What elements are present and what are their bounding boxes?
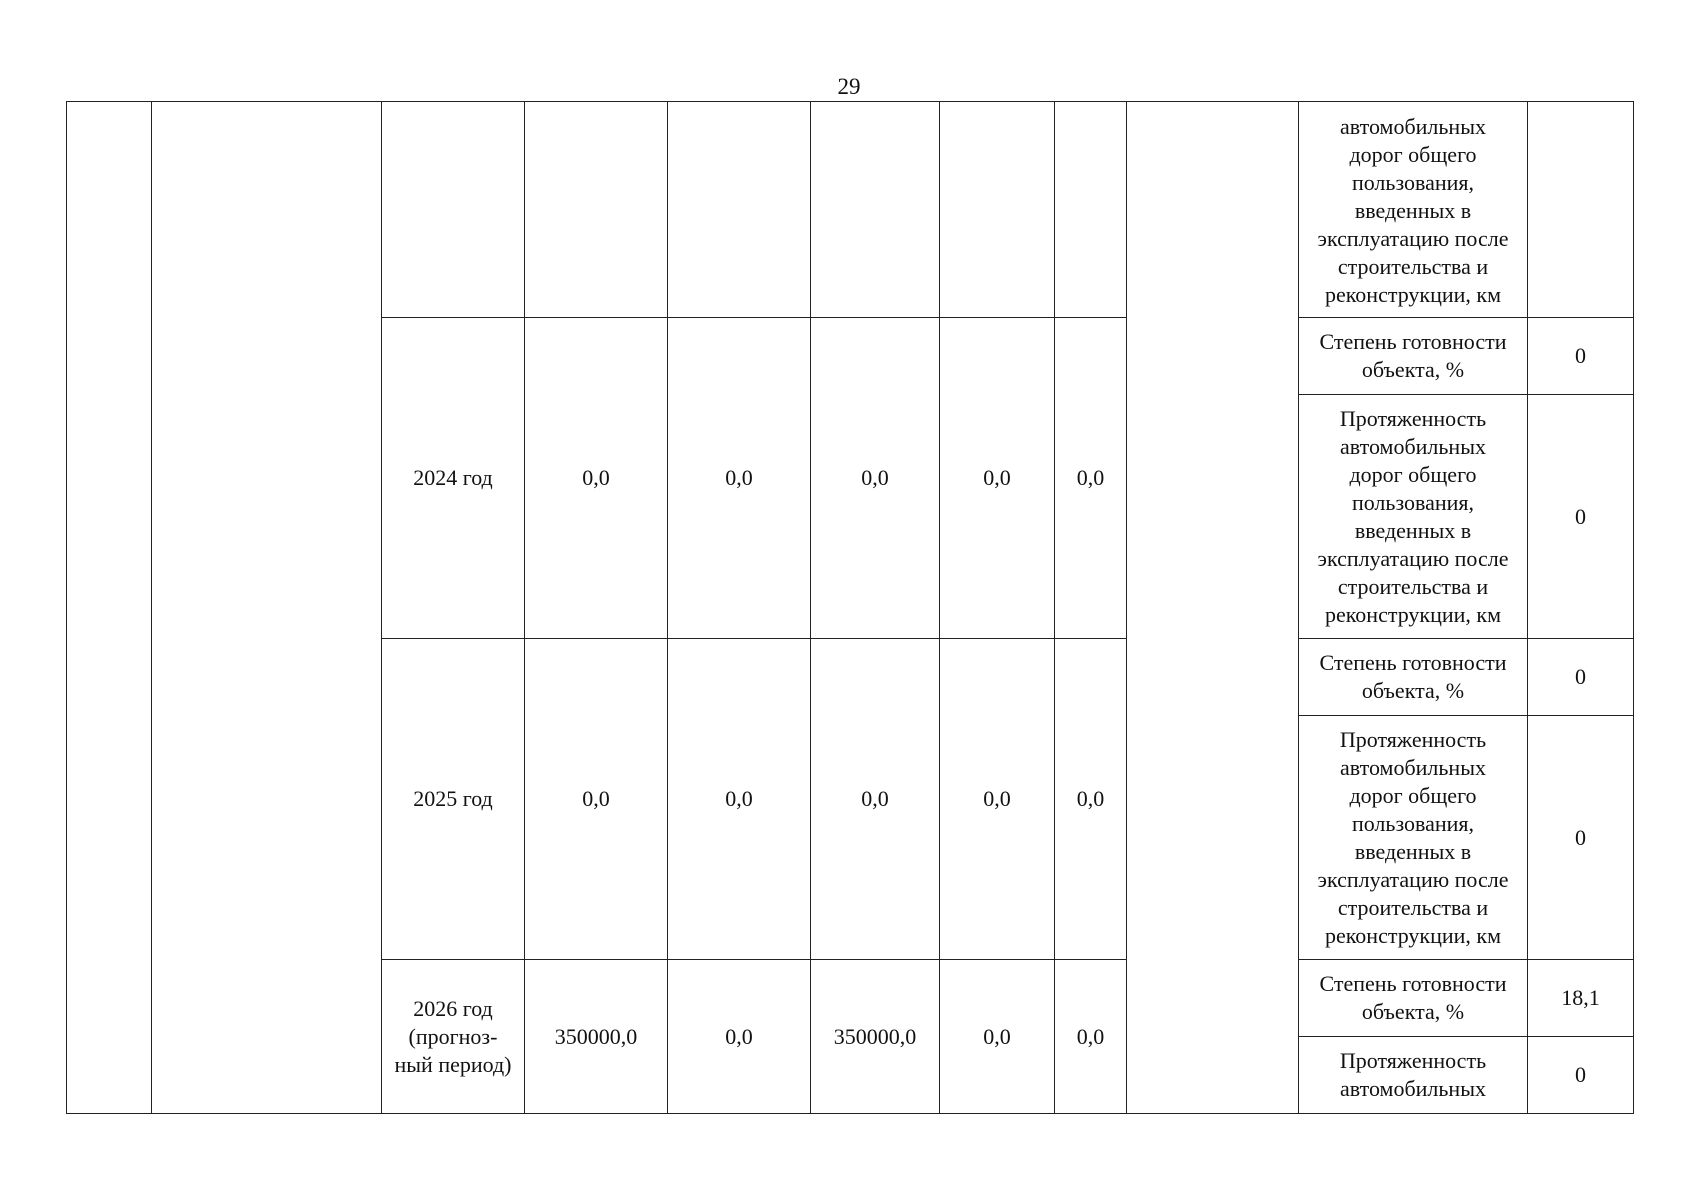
indicator-value-cell: 0	[1528, 716, 1634, 960]
text-line: Степень готовности	[1319, 650, 1507, 675]
text-line: Степень готовности	[1319, 971, 1507, 996]
value-cell: 0,0	[525, 639, 668, 960]
indicator-value-cell: 0	[1528, 318, 1634, 395]
indicator-name-cell	[1299, 639, 1528, 716]
text-line: реконструкции, км	[1324, 922, 1502, 948]
indicator-value-cell: 0	[1528, 1037, 1634, 1114]
indicator-value-cell	[1528, 102, 1634, 318]
period-cell	[382, 639, 525, 960]
value-cell: 0,0	[940, 318, 1055, 639]
event-name-cell	[152, 102, 382, 1114]
text-line: дорог общего	[1349, 782, 1477, 808]
value-cell	[811, 102, 940, 318]
text-line: автомобильных	[1340, 433, 1486, 459]
text-line: Степень готовности	[1319, 329, 1507, 354]
indicator-text	[1303, 113, 1523, 309]
value-cell: 0,0	[668, 639, 811, 960]
indicator-name-cell	[1299, 960, 1528, 1037]
value-cell	[525, 102, 668, 318]
text-line: объекта, %	[1361, 357, 1465, 382]
value-cell: 0,0	[1055, 639, 1127, 960]
period-cell	[382, 960, 525, 1114]
value-cell: 0,0	[1055, 960, 1127, 1114]
text-line: строительства и	[1337, 254, 1489, 279]
indicator-name-cell	[1299, 318, 1528, 395]
text-line: дорог общего	[1349, 461, 1477, 487]
text-line: 2025 год	[413, 786, 493, 811]
indicator-value-cell: 0	[1528, 639, 1634, 716]
indicator-name-cell	[1299, 395, 1528, 639]
period-cell	[382, 102, 525, 318]
table-row	[67, 102, 1634, 318]
value-cell: 350000,0	[525, 960, 668, 1114]
value-cell: 0,0	[940, 639, 1055, 960]
number-cell	[67, 102, 152, 1114]
text-line: автомобильных	[1340, 1076, 1486, 1101]
program-table	[66, 101, 1634, 1114]
text-line: Протяженность	[1339, 1048, 1487, 1073]
value-cell: 0,0	[1055, 318, 1127, 639]
text-line: 2026 год	[413, 995, 493, 1021]
indicator-name-cell	[1299, 102, 1528, 318]
text-line: эксплуатацию после	[1317, 866, 1509, 892]
value-cell: 0,0	[940, 960, 1055, 1114]
value-cell: 350000,0	[811, 960, 940, 1114]
indicator-value-cell: 0	[1528, 395, 1634, 639]
text-line: автомобильных	[1340, 114, 1486, 139]
text-line: автомобильных	[1340, 754, 1486, 780]
indicator-value-cell: 18,1	[1528, 960, 1634, 1037]
indicator-name-cell	[1299, 1037, 1528, 1114]
text-line: введенных в	[1354, 198, 1472, 223]
value-cell	[668, 102, 811, 318]
page-number: 29	[837, 74, 861, 99]
text-line: эксплуатацию после	[1317, 545, 1509, 571]
text-line: пользования,	[1351, 170, 1475, 195]
text-line: 2024 год	[413, 465, 493, 490]
value-cell: 0,0	[811, 639, 940, 960]
text-line: строительства и	[1337, 573, 1489, 599]
text-line: пользования,	[1351, 489, 1475, 515]
value-cell: 0,0	[811, 318, 940, 639]
text-line: строительства и	[1337, 894, 1489, 920]
indicator-name-cell	[1299, 716, 1528, 960]
text-line: введенных в	[1354, 517, 1472, 543]
text-line: реконструкции, км	[1324, 282, 1502, 307]
value-cell	[1055, 102, 1127, 318]
text-line: ный период)	[394, 1051, 512, 1077]
text-line: (прогноз-	[408, 1023, 498, 1049]
text-line: Протяженность	[1339, 405, 1487, 431]
text-line: дорог общего	[1349, 142, 1477, 167]
value-cell: 0,0	[668, 318, 811, 639]
text-line: реконструкции, км	[1324, 601, 1502, 627]
period-cell	[382, 318, 525, 639]
text-line: пользования,	[1351, 810, 1475, 836]
value-cell	[940, 102, 1055, 318]
executor-cell	[1127, 102, 1299, 1114]
text-line: Протяженность	[1339, 726, 1487, 752]
value-cell: 0,0	[525, 318, 668, 639]
value-cell: 0,0	[668, 960, 811, 1114]
text-line: эксплуатацию после	[1317, 226, 1509, 251]
text-line: объекта, %	[1361, 999, 1465, 1024]
text-line: объекта, %	[1361, 678, 1465, 703]
text-line: введенных в	[1354, 838, 1472, 864]
